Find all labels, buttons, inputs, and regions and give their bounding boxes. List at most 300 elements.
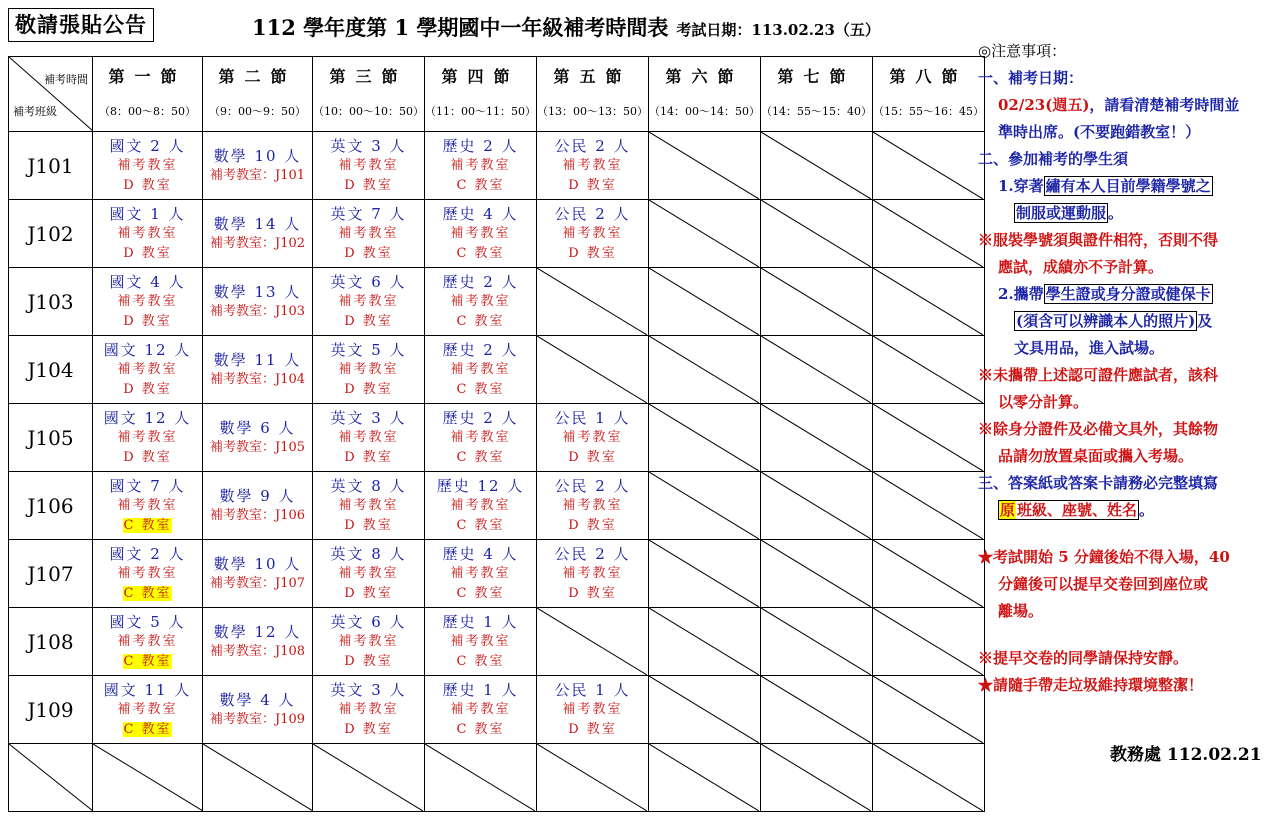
period-header [93,57,203,132]
class-cell: J106 [9,472,93,540]
subject-count: 歷史 2 人 [442,272,519,291]
room-label: 補考教室 [450,361,511,377]
period-name: 第八節 [889,66,968,86]
empty-slot [873,744,985,812]
note-section-3-line1: 三、答案紙或答案卡請務必完整填寫 [978,474,1219,492]
room-label: 補考教室 [338,429,399,445]
empty-slot [649,404,761,472]
note-item-2-d: 及 [1197,312,1213,330]
english-cell [313,404,425,472]
empty-slot [761,744,873,812]
room-name: D 教室 [568,449,617,465]
subject-count: 歷史 1 人 [442,612,519,631]
empty-slot [313,744,425,812]
subject-count: 英文 3 人 [330,680,407,699]
id-box-1: 學生證或身分證或健保卡 [1045,285,1211,303]
fill-fields-box: 班級、座號、姓名 [1017,501,1138,519]
room-name: C 教室 [456,449,505,465]
empty-slot [425,744,537,812]
room-name: D 教室 [123,245,172,261]
room-name: C 教室 [123,517,172,533]
room-name: D 教室 [344,381,393,397]
subject-count: 國文 4 人 [109,272,186,291]
exam-room [425,516,536,536]
english-cell [313,268,425,336]
room-label: 補考教室 [562,225,623,241]
note-item-2-line3: 文具用品，進入試場。 [1014,339,1165,357]
subject-count: 歷史 4 人 [442,204,519,223]
corner-time-label: 補考時間 [44,73,88,86]
history-cell [425,540,537,608]
room-name: D 教室 [344,177,393,193]
empty-slot [649,540,761,608]
english-cell [313,540,425,608]
room-name: D 教室 [344,313,393,329]
chinese-cell [93,608,203,676]
empty-slot [649,472,761,540]
empty-diagonal [873,676,983,743]
exam-room [93,176,202,196]
empty-slot [873,472,985,540]
civics-cell [537,472,649,540]
exam-room: 補考教室：J107 [209,575,306,591]
empty-diagonal [649,676,759,743]
room-label: 補考教室 [562,429,623,445]
subject-count: 英文 6 人 [330,272,407,291]
signature: 教務處 112.02.21 [1110,745,1262,765]
exam-room [313,244,424,264]
note-item-1-line2 [978,200,1262,227]
exam-room: 補考教室：J106 [209,507,306,523]
subject-count: 歷史 2 人 [442,340,519,359]
empty-slot [761,472,873,540]
note-item-2-line2 [978,308,1262,335]
warn-items-line1: ※除身分證件及必備文具外，其餘物 [978,420,1219,438]
math-cell [203,336,313,404]
room-name: C 教室 [456,585,505,601]
room-label: 補考教室 [450,701,511,717]
star-note-2: ★請隨手帶走垃圾維持環境整潔！ [978,676,1204,694]
room-label: 補考教室 [117,157,178,173]
empty-diagonal [761,268,871,335]
empty-slot [873,268,985,336]
room-label: 補考教室 [338,361,399,377]
table-body [9,132,985,812]
subject-count: 數學 9 人 [219,486,296,505]
subject-count: 英文 5 人 [330,340,407,359]
empty-diagonal [873,336,983,403]
english-cell [313,676,425,744]
page-title [252,12,880,42]
exam-room [313,720,424,740]
table-row [9,132,985,200]
room-name: C 教室 [456,313,505,329]
class-cell: J108 [9,608,93,676]
title-text: 112 學年度第 1 學期國中一年級補考時間表 [252,15,669,40]
empty-slot [873,132,985,200]
civics-cell [537,132,649,200]
room-name: D 教室 [344,653,393,669]
period-header [313,57,425,132]
period-name: 第三節 [329,66,408,86]
exam-room: 補考教室：J109 [209,711,306,727]
exam-room [313,584,424,604]
warn-id-line2: 以零分計算。 [998,393,1089,411]
period-time: （13：00～13：50） [537,104,648,118]
id-box-2: (須含可以辨識本人的照片) [1016,312,1196,330]
room-name: D 教室 [123,313,172,329]
subject-count: 公民 2 人 [554,136,631,155]
math-cell [203,540,313,608]
empty-slot [649,744,761,812]
exam-room [93,244,202,264]
period-time: （15：55～16：45） [873,104,984,118]
subject-count: 英文 3 人 [330,136,407,155]
room-label: 補考教室 [117,701,178,717]
room-label: 補考教室 [450,565,511,581]
note-section-1-line2: 準時出席。(不要跑錯教室！） [998,123,1201,141]
table-row [9,540,985,608]
period-header [873,57,985,132]
subject-count: 數學 4 人 [219,690,296,709]
history-cell [425,676,537,744]
subject-count: 歷史 4 人 [442,544,519,563]
empty-slot [649,608,761,676]
empty-diagonal [9,744,93,811]
exam-room [93,516,202,536]
subject-count: 國文 2 人 [109,136,186,155]
empty-diagonal [761,744,871,811]
period-name: 第一節 [108,66,187,86]
room-label: 補考教室 [117,497,178,513]
empty-slot [873,404,985,472]
math-cell [203,404,313,472]
table-row [9,472,985,540]
empty-slot [873,540,985,608]
exam-room [93,448,202,468]
class-cell: J107 [9,540,93,608]
empty-slot [649,132,761,200]
empty-diagonal [761,404,871,471]
math-cell [203,268,313,336]
chinese-cell [93,268,203,336]
note-item-1-line1 [978,173,1262,200]
room-label: 補考教室 [338,633,399,649]
empty-slot [761,676,873,744]
room-label: 補考教室 [562,157,623,173]
room-name: D 教室 [344,517,393,533]
class-cell: J105 [9,404,93,472]
notes-panel [978,38,1262,699]
room-label: 補考教室 [562,497,623,513]
empty-diagonal [537,608,647,675]
star-note-1-line2: 分鐘後可以提早交卷回到座位或 [998,575,1209,593]
english-cell [313,200,425,268]
exam-room [313,448,424,468]
exam-date: 考試日期：113.02.23（五） [676,21,880,39]
empty-slot [649,676,761,744]
history-cell [425,608,537,676]
period-name: 第七節 [777,66,856,86]
warn-items-line2: 品請勿放置桌面或攜入考場。 [998,447,1194,465]
exam-room [537,244,648,264]
room-label: 補考教室 [117,429,178,445]
civics-cell [537,200,649,268]
subject-count: 英文 6 人 [330,612,407,631]
empty-slot [761,268,873,336]
exam-room [425,720,536,740]
subject-count: 公民 2 人 [554,204,631,223]
subject-count: 歷史 1 人 [442,680,519,699]
subject-count: 歷史 2 人 [442,408,519,427]
empty-slot [203,744,313,812]
table-row [9,336,985,404]
empty-diagonal [761,132,871,199]
empty-diagonal [425,744,535,811]
note-section-2-head: 二、參加補考的學生須 [978,150,1129,168]
empty-diagonal [761,540,871,607]
exam-room [93,312,202,332]
empty-diagonal [873,472,983,539]
spacer [978,524,1262,544]
period-name: 第四節 [441,66,520,86]
empty-slot [761,404,873,472]
empty-diagonal [761,200,871,267]
period-header [203,57,313,132]
empty-diagonal [649,608,759,675]
room-label: 補考教室 [338,293,399,309]
math-cell [203,132,313,200]
english-cell [313,472,425,540]
exam-room [93,584,202,604]
history-cell [425,472,537,540]
empty-diagonal [649,540,759,607]
empty-diagonal [873,132,983,199]
table-row [9,200,985,268]
empty-diagonal [873,404,983,471]
room-label: 補考教室 [450,225,511,241]
empty-slot [761,540,873,608]
room-label: 補考教室 [562,565,623,581]
subject-count: 公民 1 人 [554,680,631,699]
subject-count: 國文 7 人 [109,476,186,495]
subject-count: 英文 8 人 [330,476,407,495]
room-label: 補考教室 [338,565,399,581]
exam-room [537,516,648,536]
class-cell: J103 [9,268,93,336]
note-s3-end: 。 [1139,501,1155,519]
post-notice-label: 敬請張貼公告 [8,8,154,42]
room-name: C 教室 [456,653,505,669]
period-time: （11：00～11：50） [425,104,536,118]
exam-room [313,516,424,536]
history-cell [425,268,537,336]
subject-count: 數學 10 人 [213,554,302,573]
empty-slot [649,336,761,404]
note-s1-text1: ，請看清楚補考時間並 [1089,96,1240,114]
subject-count: 數學 12 人 [213,622,302,641]
civics-cell [537,404,649,472]
empty-diagonal [649,404,759,471]
empty-diagonal [649,744,759,811]
subject-count: 數學 13 人 [213,282,302,301]
empty-slot [649,268,761,336]
class-cell: J101 [9,132,93,200]
room-name: D 教室 [123,449,172,465]
exam-room: 補考教室：J103 [209,303,306,319]
math-cell [203,472,313,540]
class-cell: J109 [9,676,93,744]
uniform-box-1: 繡有本人目前學籍學號之 [1045,177,1211,195]
period-header [425,57,537,132]
empty-slot [537,608,649,676]
room-name: C 教室 [123,653,172,669]
room-label: 補考教室 [450,157,511,173]
warn-uniform-line2: 應試，成績亦不予計算。 [998,258,1164,276]
period-name: 第六節 [665,66,744,86]
subject-count: 英文 8 人 [330,544,407,563]
subject-count: 國文 5 人 [109,612,186,631]
corner-class-label: 補考班級 [13,105,57,118]
exam-room [425,652,536,672]
subject-count: 公民 2 人 [554,544,631,563]
chinese-cell [93,132,203,200]
empty-slot [537,268,649,336]
room-name: D 教室 [344,585,393,601]
math-cell [203,200,313,268]
room-label: 補考教室 [117,633,178,649]
exam-room [313,380,424,400]
room-label: 補考教室 [338,497,399,513]
room-name: C 教室 [456,381,505,397]
exam-room [93,652,202,672]
empty-slot [93,744,203,812]
period-header [649,57,761,132]
exam-room [425,244,536,264]
exam-room [425,312,536,332]
empty-diagonal [649,268,759,335]
subject-count: 國文 12 人 [103,408,192,427]
exam-room [537,176,648,196]
class-cell: J102 [9,200,93,268]
room-name: D 教室 [568,245,617,261]
exam-room [425,176,536,196]
chinese-cell [93,336,203,404]
exam-room [313,312,424,332]
room-label: 補考教室 [450,293,511,309]
empty-slot [537,744,649,812]
exam-room [93,720,202,740]
room-label: 補考教室 [338,157,399,173]
uniform-box-2: 制服或運動服 [1016,204,1107,222]
empty-diagonal [649,472,759,539]
subject-count: 數學 11 人 [213,350,302,369]
subject-count: 國文 11 人 [103,680,192,699]
period-time: （9：00～9：50） [209,104,306,118]
subject-count: 國文 2 人 [109,544,186,563]
exam-room [425,448,536,468]
empty-diagonal [873,268,983,335]
empty-slot [873,608,985,676]
period-time: （14：00～14：50） [649,104,760,118]
room-label: 補考教室 [338,225,399,241]
room-name: C 教室 [456,177,505,193]
exam-room [425,584,536,604]
subject-count: 國文 1 人 [109,204,186,223]
empty-diagonal [873,608,983,675]
note-section-1-line1 [978,92,1262,119]
chinese-cell [93,540,203,608]
empty-diagonal [537,268,647,335]
room-name: D 教室 [568,517,617,533]
empty-diagonal [873,540,983,607]
exam-room: 補考教室：J105 [209,439,306,455]
empty-slot [537,336,649,404]
room-name: D 教室 [123,177,172,193]
table-row-empty [9,744,985,812]
room-name: D 教室 [568,585,617,601]
exam-room: 補考教室：J101 [209,167,306,183]
empty-diagonal [761,472,871,539]
english-cell [313,336,425,404]
exam-room [537,584,648,604]
subject-count: 數學 6 人 [219,418,296,437]
empty-diagonal [313,744,423,811]
room-label: 補考教室 [562,701,623,717]
period-header [537,57,649,132]
warn-uniform-line1: ※服裝學號須與證件相符，否則不得 [978,231,1219,249]
english-cell [313,608,425,676]
period-name: 第二節 [218,66,297,86]
table-row [9,268,985,336]
empty-diagonal [873,200,983,267]
room-name: D 教室 [344,245,393,261]
empty-diagonal [537,744,647,811]
exam-room [93,380,202,400]
history-cell [425,336,537,404]
room-name: C 教室 [456,721,505,737]
empty-diagonal [537,336,647,403]
civics-cell [537,676,649,744]
empty-diagonal [761,608,871,675]
room-label: 補考教室 [450,497,511,513]
empty-slot [649,200,761,268]
empty-slot [873,676,985,744]
spacer-2 [978,625,1262,645]
room-label: 補考教室 [450,633,511,649]
warn-id-line1: ※未攜帶上述認可證件應試者，該科 [978,366,1219,384]
period-name: 第五節 [553,66,632,86]
class-cell: J104 [9,336,93,404]
note-item-1-d: 。 [1108,204,1124,222]
empty-diagonal [203,744,313,811]
empty-diagonal [93,744,203,811]
period-time: （10：00～10：50） [313,104,424,118]
history-cell [425,132,537,200]
math-cell [203,608,313,676]
corner-diagonal [9,57,93,131]
chinese-cell [93,676,203,744]
math-cell [203,676,313,744]
table-row [9,404,985,472]
exam-room [537,720,648,740]
note-item-2-a: 2.攜帶 [998,285,1044,303]
room-name: C 教室 [456,245,505,261]
star-note-1-line3: 離場。 [998,602,1044,620]
corner-header [9,57,93,132]
note-item-2-line1 [978,281,1262,308]
room-name: D 教室 [568,721,617,737]
